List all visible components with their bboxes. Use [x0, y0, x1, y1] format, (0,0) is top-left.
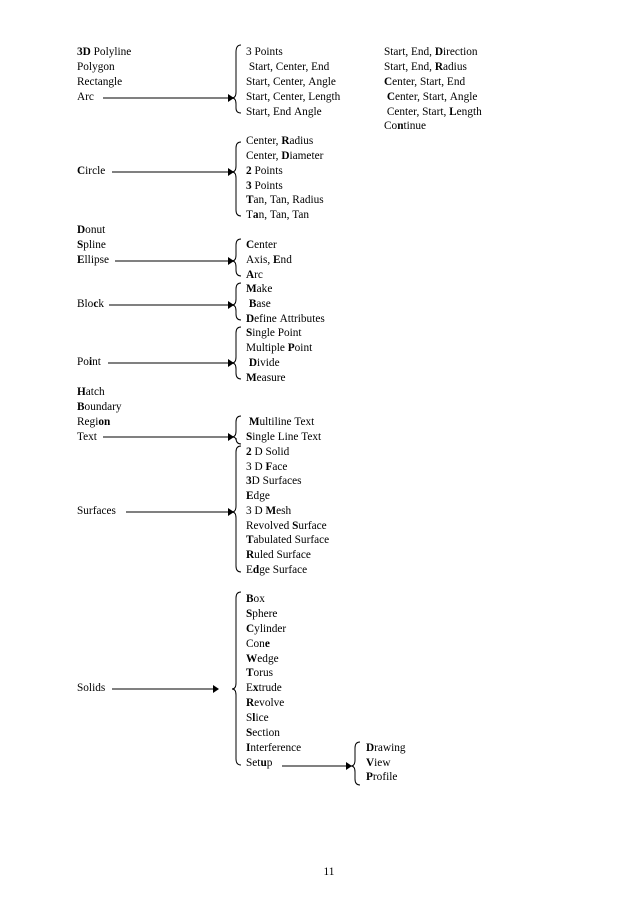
l-spline: Spline — [77, 239, 106, 251]
m-3points: 3 Points — [246, 46, 283, 58]
m-cylinder: Cylinder — [246, 623, 287, 635]
m-arc2: Arc — [246, 269, 263, 281]
l-donut: Donut — [77, 224, 106, 236]
m-measure: Measure — [246, 372, 286, 384]
m-torus: Torus — [246, 667, 274, 679]
r-drawing: Drawing — [366, 742, 406, 754]
m-ttt: Tan, Tan, Tan — [246, 209, 310, 221]
m-revolve: Revolve — [246, 697, 285, 709]
m-make: Make — [246, 283, 273, 295]
m-sce: Start, Center, End — [246, 61, 330, 73]
m-divide: Divide — [248, 357, 280, 369]
m-edge: Edge — [246, 490, 270, 502]
l-3dpolyline: 3D Polyline — [77, 46, 132, 58]
m-setup: Setup — [246, 757, 273, 769]
r-cse: Center, Start, End — [384, 76, 466, 88]
l-solids: Solids — [77, 682, 106, 694]
l-arc: Arc — [77, 91, 94, 103]
m-defattr: Define Attributes — [246, 313, 325, 325]
l-point: Point — [77, 356, 101, 368]
m-sltext: Single Line Text — [246, 431, 322, 443]
r-sed: Start, End, Direction — [384, 46, 478, 58]
l-hatch: Hatch — [77, 386, 105, 398]
r-view: View — [366, 757, 391, 769]
m-3dsurf: 3D Surfaces — [246, 475, 302, 487]
m-box: Box — [246, 593, 265, 605]
l-block: Block — [77, 298, 104, 310]
r-ser: Start, End, Radius — [384, 61, 467, 73]
l-surfaces: Surfaces — [77, 505, 116, 517]
m-interf: Interference — [246, 742, 302, 754]
m-slice: Slice — [246, 712, 269, 724]
m-3dmesh: 3 D Mesh — [246, 505, 292, 517]
l-boundary: Boundary — [77, 401, 122, 413]
m-ttr: Tan, Tan, Radius — [246, 194, 324, 206]
m-sphere: Sphere — [246, 608, 278, 620]
l-rectangle: Rectangle — [77, 76, 123, 88]
m-2dsolid: 2 D Solid — [246, 446, 290, 458]
m-base: Base — [248, 298, 271, 310]
m-axisend: Axis, End — [246, 254, 292, 266]
l-region: Region — [77, 416, 111, 428]
m-mltext: Multiline Text — [248, 416, 315, 428]
r-cont: Continue — [384, 120, 427, 132]
m-singlept: Single Point — [246, 327, 302, 339]
m-rulsurf: Ruled Surface — [246, 549, 311, 561]
l-ellipse: Ellipse — [77, 254, 110, 266]
m-cone: Cone — [246, 638, 270, 650]
r-csa: Center, Start, Angle — [386, 91, 478, 103]
m-2p: 2 Points — [246, 165, 283, 177]
r-profile: Profile — [366, 771, 398, 783]
r-csl: Center, Start, Length — [384, 106, 482, 118]
m-extrude: Extrude — [246, 682, 282, 694]
m-edgesurf: Edge Surface — [246, 564, 308, 576]
m-revsurf: Revolved Surface — [246, 520, 327, 532]
m-center: Center — [246, 239, 277, 251]
m-section: Section — [246, 727, 280, 739]
m-3p: 3 Points — [246, 180, 283, 192]
l-circle: Circle — [77, 165, 106, 177]
m-cd: Center, Diameter — [246, 150, 324, 162]
page-number: 11 — [323, 866, 335, 878]
m-multipt: Multiple Point — [246, 342, 313, 354]
m-scl: Start, Center, Length — [246, 91, 341, 103]
m-tabsurf: Tabulated Surface — [246, 534, 330, 546]
m-wedge: Wedge — [246, 653, 279, 665]
m-3dface: 3 D Face — [246, 461, 288, 473]
m-cr: Center, Radius — [246, 135, 314, 147]
l-text: Text — [77, 431, 97, 443]
m-sea: Start, End Angle — [246, 106, 322, 118]
l-polygon: Polygon — [77, 61, 115, 73]
m-sca: Start, Center, Angle — [246, 76, 336, 88]
